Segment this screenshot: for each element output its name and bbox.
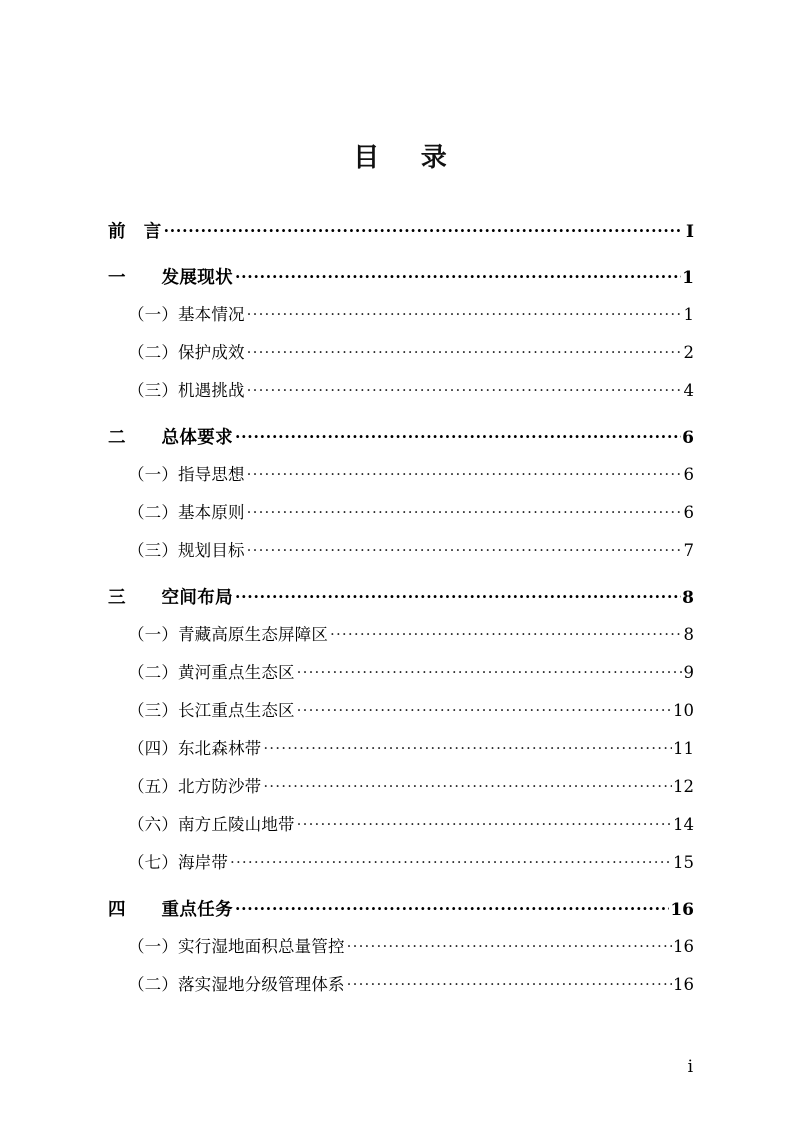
toc-dot-leader	[347, 936, 672, 953]
toc-dot-leader	[247, 380, 683, 397]
toc-entry-label: 前 言	[108, 222, 162, 242]
toc-entry-label: （一）指导思想	[128, 465, 245, 484]
toc-entry-level-2[interactable]	[108, 339, 694, 377]
toc-entry-level-1[interactable]	[108, 415, 694, 461]
toc-dot-leader	[297, 662, 683, 679]
toc-entry-page-number: 6	[682, 428, 694, 448]
toc-entry-label: （二）落实湿地分级管理体系	[128, 975, 345, 994]
toc-entry-page-number: 11	[673, 739, 694, 758]
toc-entry-level-1[interactable]	[108, 255, 694, 301]
toc-entry-page-number: 9	[683, 663, 694, 682]
toc-entry-label: （三）机遇挑战	[128, 381, 245, 400]
toc-entry-level-2[interactable]	[108, 377, 694, 415]
toc-entry-page-number: 14	[673, 815, 694, 834]
toc-entry-level-2[interactable]	[108, 537, 694, 575]
toc-dot-leader	[263, 738, 672, 755]
toc-entry-page-number: 7	[683, 541, 694, 560]
toc-dot-leader	[164, 220, 683, 238]
toc-entry-page-number: 6	[683, 465, 694, 484]
toc-entry-page-number: 8	[682, 588, 694, 608]
page-title: 目 录	[353, 142, 455, 172]
toc-entry-level-2[interactable]	[108, 971, 694, 1009]
toc-entry-level-2[interactable]	[108, 461, 694, 499]
toc-entry-level-2[interactable]	[108, 301, 694, 339]
toc-entry-page-number: 8	[683, 625, 694, 644]
toc-entry-label: （七）海岸带	[128, 853, 228, 872]
toc-entry-level-2[interactable]	[108, 735, 694, 773]
toc-entry-level-1[interactable]	[108, 575, 694, 621]
toc-dot-leader	[247, 464, 683, 481]
toc-entry-page-number: 12	[673, 777, 694, 796]
toc-entry-level-2[interactable]	[108, 811, 694, 849]
toc-entry-page-number: 2	[683, 343, 694, 362]
toc-dot-leader	[330, 624, 683, 641]
toc-dot-leader	[247, 502, 683, 519]
toc-entry-page-number: 1	[682, 268, 694, 288]
toc-entry-level-2[interactable]	[108, 621, 694, 659]
table-of-contents	[108, 218, 694, 1009]
toc-entry-label: （六）南方丘陵山地带	[128, 815, 295, 834]
toc-entry-page-number: 15	[673, 853, 694, 872]
toc-dot-leader	[347, 974, 672, 991]
toc-entry-label: （四）东北森林带	[128, 739, 262, 758]
toc-entry-level-2[interactable]	[108, 773, 694, 811]
toc-entry-page-number: 16	[673, 975, 694, 994]
toc-entry-label: （三）长江重点生态区	[128, 701, 295, 720]
toc-dot-leader	[247, 540, 683, 557]
toc-dot-leader	[297, 700, 672, 717]
toc-entry-label: 三 空间布局	[108, 588, 233, 608]
toc-entry-label: （三）规划目标	[128, 541, 245, 560]
toc-entry-label: （一）基本情况	[128, 305, 245, 324]
toc-dot-leader	[247, 304, 683, 321]
toc-entry-label: 四 重点任务	[108, 900, 233, 920]
toc-entry-page-number: 1	[683, 305, 694, 324]
toc-dot-leader	[235, 586, 681, 604]
toc-entry-level-2[interactable]	[108, 659, 694, 697]
toc-entry-page-number: 16	[670, 900, 694, 920]
toc-dot-leader	[263, 776, 672, 793]
toc-entry-page-number: 10	[673, 701, 694, 720]
toc-dot-leader	[230, 852, 672, 869]
toc-dot-leader	[235, 266, 681, 284]
toc-entry-label: 二 总体要求	[108, 428, 233, 448]
toc-entry-page-number: I	[686, 222, 694, 242]
toc-entry-page-number: 4	[683, 381, 694, 400]
toc-entry-label: （一）实行湿地面积总量管控	[128, 937, 345, 956]
toc-entry-level-2[interactable]	[108, 933, 694, 971]
toc-entry-level-1[interactable]	[108, 218, 694, 255]
toc-entry-label: （二）保护成效	[128, 343, 245, 362]
toc-entry-label: （二）黄河重点生态区	[128, 663, 295, 682]
toc-dot-leader	[235, 426, 681, 444]
toc-entry-level-2[interactable]	[108, 499, 694, 537]
toc-entry-level-2[interactable]	[108, 697, 694, 735]
toc-entry-page-number: 16	[673, 937, 694, 956]
toc-entry-page-number: 6	[683, 503, 694, 522]
toc-entry-label: 一 发展现状	[108, 268, 233, 288]
toc-entry-label: （一）青藏高原生态屏障区	[128, 625, 328, 644]
page-folio: i	[687, 1057, 693, 1077]
toc-dot-leader	[247, 342, 683, 359]
toc-entry-label: （五）北方防沙带	[128, 777, 262, 796]
toc-entry-label: （二）基本原则	[128, 503, 245, 522]
toc-entry-level-2[interactable]	[108, 849, 694, 887]
toc-dot-leader	[235, 898, 669, 916]
toc-entry-level-1[interactable]	[108, 887, 694, 933]
toc-dot-leader	[297, 814, 672, 831]
